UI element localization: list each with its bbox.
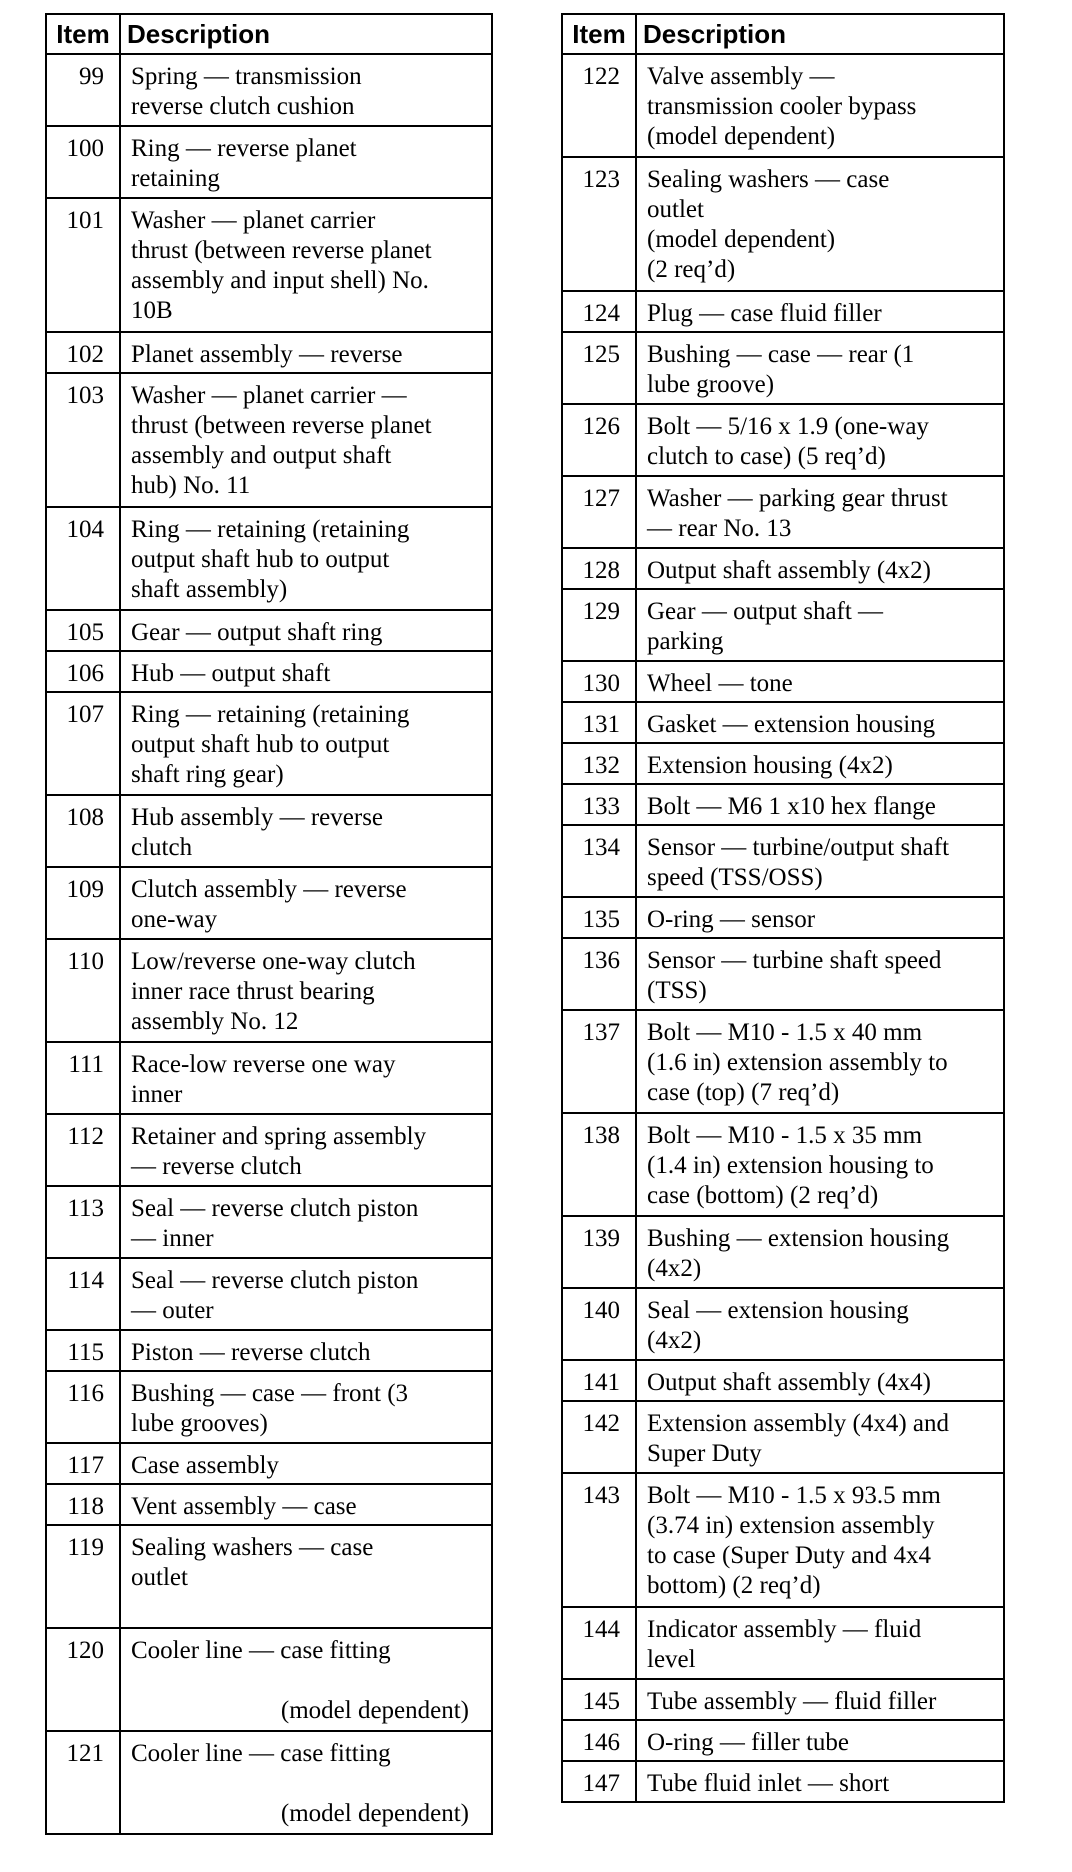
item-description xyxy=(120,126,492,198)
item-description xyxy=(120,795,492,867)
table-row xyxy=(562,1679,1004,1720)
table-row xyxy=(46,1371,492,1443)
item-number: 115 xyxy=(46,1330,120,1371)
table-row xyxy=(46,1330,492,1371)
item-number: 119 xyxy=(46,1525,120,1628)
table-row xyxy=(562,1761,1004,1802)
item-description xyxy=(636,784,1004,825)
table-row xyxy=(562,1360,1004,1401)
table-row xyxy=(46,126,492,198)
item-description xyxy=(636,825,1004,897)
item-description xyxy=(120,1525,492,1628)
item-description xyxy=(120,1371,492,1443)
table-row xyxy=(562,1113,1004,1216)
table-row xyxy=(46,1731,492,1834)
description-text: Hub — output shaft xyxy=(131,660,331,687)
description-text: Piston — reverse clutch xyxy=(131,1339,371,1366)
description-text: Sealing washers — case outlet xyxy=(131,1534,374,1591)
table-row xyxy=(46,795,492,867)
column-header-item: Item xyxy=(562,14,636,54)
description-text: Cooler line — case fitting xyxy=(131,1740,391,1767)
description-text: Plug — case fluid filler xyxy=(647,300,882,327)
description-text: Wheel — tone xyxy=(647,670,793,697)
item-description xyxy=(120,651,492,692)
description-text: Washer — parking gear thrust — rear No. 13 xyxy=(647,485,948,542)
item-description xyxy=(120,1042,492,1114)
description-text: Clutch assembly — reverse one-way xyxy=(131,876,407,933)
item-number: 133 xyxy=(562,784,636,825)
table-row xyxy=(46,867,492,939)
table-row xyxy=(46,507,492,610)
item-number: 128 xyxy=(562,548,636,589)
table-row xyxy=(562,938,1004,1010)
item-description xyxy=(636,1113,1004,1216)
item-description xyxy=(120,373,492,507)
table-row xyxy=(46,1628,492,1731)
description-text: Indicator assembly — fluid level xyxy=(647,1616,922,1673)
table-row xyxy=(562,332,1004,404)
description-text: Ring — retaining (retaining output shaft hub to output shaft ring gear) xyxy=(131,701,410,788)
table-row xyxy=(562,1401,1004,1473)
description-text: Vent assembly — case xyxy=(131,1493,357,1520)
item-description xyxy=(120,939,492,1042)
item-description xyxy=(120,1330,492,1371)
item-number: 144 xyxy=(562,1607,636,1679)
table-row xyxy=(46,1443,492,1484)
description-text: Bushing — case — rear (1 lube groove) xyxy=(647,341,915,398)
description-text: Gasket — extension housing xyxy=(647,711,936,738)
item-description xyxy=(636,897,1004,938)
item-number: 145 xyxy=(562,1679,636,1720)
description-note: (model dependent) xyxy=(280,1800,469,1827)
table-row xyxy=(562,291,1004,332)
table-row xyxy=(562,784,1004,825)
item-number: 136 xyxy=(562,938,636,1010)
description-text: Bushing — extension housing (4x2) xyxy=(647,1225,950,1282)
item-number: 131 xyxy=(562,702,636,743)
item-number: 105 xyxy=(46,610,120,651)
item-description xyxy=(120,1628,492,1731)
item-number: 99 xyxy=(46,54,120,126)
table-row xyxy=(562,1288,1004,1360)
item-number: 108 xyxy=(46,795,120,867)
description-text: Seal — reverse clutch piston — inner xyxy=(131,1195,419,1252)
parts-table-right xyxy=(561,13,1005,1803)
table-row xyxy=(46,1114,492,1186)
item-description xyxy=(636,1401,1004,1473)
table-row xyxy=(562,476,1004,548)
item-number: 146 xyxy=(562,1720,636,1761)
description-note: (model dependent) xyxy=(280,1697,469,1724)
item-description xyxy=(120,692,492,795)
description-text: Extension assembly (4x4) and Super Duty xyxy=(647,1410,950,1467)
description-text: Tube assembly — fluid filler xyxy=(647,1688,937,1715)
item-description xyxy=(120,1258,492,1330)
item-number: 117 xyxy=(46,1443,120,1484)
item-number: 142 xyxy=(562,1401,636,1473)
item-description xyxy=(636,1607,1004,1679)
item-description xyxy=(120,507,492,610)
item-description xyxy=(636,1288,1004,1360)
description-text: Bolt — M10 - 1.5 x 35 mm (1.4 in) extension housing to case (bottom) (2 req’d) xyxy=(647,1122,934,1209)
table-header-row xyxy=(562,14,1004,54)
item-description xyxy=(636,291,1004,332)
item-description xyxy=(120,54,492,126)
item-description xyxy=(636,157,1004,291)
item-description xyxy=(636,1761,1004,1802)
description-text: Bolt — M10 - 1.5 x 40 mm (1.6 in) extension assembly to case (top) (7 req’d) xyxy=(647,1019,948,1106)
description-text: Bolt — M6 1 x10 hex flange xyxy=(647,793,936,820)
item-number: 129 xyxy=(562,589,636,661)
item-description xyxy=(636,589,1004,661)
item-number: 123 xyxy=(562,157,636,291)
table-row xyxy=(562,1720,1004,1761)
table-row xyxy=(562,589,1004,661)
item-number: 135 xyxy=(562,897,636,938)
description-text: Low/reverse one-way clutch inner race thrust bearing assembly No. 12 xyxy=(131,948,416,1035)
table-row xyxy=(46,692,492,795)
item-number: 147 xyxy=(562,1761,636,1802)
item-description xyxy=(120,1484,492,1525)
item-description xyxy=(636,938,1004,1010)
item-description xyxy=(120,332,492,373)
description-text: Hub assembly — reverse clutch xyxy=(131,804,384,861)
item-description xyxy=(636,743,1004,784)
description-text: Sensor — turbine shaft speed (TSS) xyxy=(647,947,942,1004)
item-number: 112 xyxy=(46,1114,120,1186)
table-row xyxy=(562,897,1004,938)
item-description xyxy=(120,1186,492,1258)
item-description xyxy=(120,1114,492,1186)
item-number: 140 xyxy=(562,1288,636,1360)
table-row xyxy=(46,939,492,1042)
item-number: 120 xyxy=(46,1628,120,1731)
table-row xyxy=(46,1258,492,1330)
description-text: Washer — planet carrier thrust (between reverse planet assembly and input shell) No. 10B xyxy=(131,207,432,324)
table-row xyxy=(46,373,492,507)
item-description xyxy=(120,610,492,651)
table-row xyxy=(46,54,492,126)
description-text: Washer — planet carrier — thrust (between reverse planet assembly and output shaft hub) No. 11 xyxy=(131,382,432,499)
description-text: Tube fluid inlet — short xyxy=(647,1770,890,1797)
table-row xyxy=(46,1042,492,1114)
table-row xyxy=(562,1010,1004,1113)
item-description xyxy=(636,1679,1004,1720)
item-description xyxy=(636,404,1004,476)
table-row xyxy=(46,1186,492,1258)
table-body xyxy=(562,54,1004,1802)
item-description xyxy=(636,332,1004,404)
table-body xyxy=(46,54,492,1834)
item-description xyxy=(636,54,1004,157)
item-number: 122 xyxy=(562,54,636,157)
column-header-description: Description xyxy=(636,14,1004,54)
table-row xyxy=(562,743,1004,784)
table-row xyxy=(562,702,1004,743)
table-row xyxy=(562,548,1004,589)
description-text: Output shaft assembly (4x4) xyxy=(647,1369,931,1396)
item-number: 107 xyxy=(46,692,120,795)
item-number: 106 xyxy=(46,651,120,692)
table-row xyxy=(46,332,492,373)
description-text: Extension housing (4x2) xyxy=(647,752,893,779)
description-text: Sensor — turbine/output shaft speed (TSS/OSS) xyxy=(647,834,950,891)
item-number: 139 xyxy=(562,1216,636,1288)
item-description xyxy=(120,1443,492,1484)
description-text: Gear — output shaft ring xyxy=(131,619,383,646)
item-description xyxy=(120,1731,492,1834)
item-description xyxy=(636,1360,1004,1401)
item-number: 104 xyxy=(46,507,120,610)
item-number: 138 xyxy=(562,1113,636,1216)
item-number: 110 xyxy=(46,939,120,1042)
table-row xyxy=(46,651,492,692)
item-number: 126 xyxy=(562,404,636,476)
item-number: 103 xyxy=(46,373,120,507)
table-row xyxy=(562,157,1004,291)
description-text: Seal — reverse clutch piston — outer xyxy=(131,1267,419,1324)
description-text: Ring — retaining (retaining output shaft hub to output shaft assembly) xyxy=(131,516,410,603)
item-number: 125 xyxy=(562,332,636,404)
item-number: 111 xyxy=(46,1042,120,1114)
parts-table-left xyxy=(45,13,493,1835)
table-header-row xyxy=(46,14,492,54)
item-description xyxy=(120,198,492,332)
description-text: O-ring — filler tube xyxy=(647,1729,850,1756)
item-description xyxy=(636,1010,1004,1113)
item-number: 114 xyxy=(46,1258,120,1330)
description-text: Output shaft assembly (4x2) xyxy=(647,557,931,584)
item-number: 100 xyxy=(46,126,120,198)
item-number: 124 xyxy=(562,291,636,332)
table-row xyxy=(562,661,1004,702)
table-row xyxy=(562,1607,1004,1679)
table-row xyxy=(562,1473,1004,1607)
item-number: 109 xyxy=(46,867,120,939)
item-number: 130 xyxy=(562,661,636,702)
description-text: Retainer and spring assembly — reverse clutch xyxy=(131,1123,427,1180)
description-text: Seal — extension housing (4x2) xyxy=(647,1297,909,1354)
description-text: Gear — output shaft — parking xyxy=(647,598,884,655)
item-number: 137 xyxy=(562,1010,636,1113)
item-description xyxy=(636,702,1004,743)
table-row xyxy=(562,54,1004,157)
table-row xyxy=(562,1216,1004,1288)
description-text: Spring — transmission reverse clutch cushion xyxy=(131,63,362,120)
item-description xyxy=(636,548,1004,589)
item-number: 113 xyxy=(46,1186,120,1258)
item-number: 141 xyxy=(562,1360,636,1401)
table-row xyxy=(46,198,492,332)
description-text: Cooler line — case fitting xyxy=(131,1637,391,1664)
description-text: Planet assembly — reverse xyxy=(131,341,403,368)
description-text: Race-low reverse one way inner xyxy=(131,1051,396,1108)
item-description xyxy=(120,867,492,939)
item-description xyxy=(636,661,1004,702)
column-header-description: Description xyxy=(120,14,492,54)
item-number: 143 xyxy=(562,1473,636,1607)
item-description xyxy=(636,1720,1004,1761)
item-description xyxy=(636,1473,1004,1607)
item-number: 121 xyxy=(46,1731,120,1834)
table-row xyxy=(46,1484,492,1525)
table-row xyxy=(46,1525,492,1628)
description-text: Valve assembly — transmission cooler bypass (model dependent) xyxy=(647,63,917,150)
description-text: Bushing — case — front (3 lube grooves) xyxy=(131,1380,409,1437)
item-number: 127 xyxy=(562,476,636,548)
item-number: 116 xyxy=(46,1371,120,1443)
table-row xyxy=(562,404,1004,476)
description-text: Sealing washers — case outlet (model dependent) (2 req’d) xyxy=(647,166,890,283)
item-number: 101 xyxy=(46,198,120,332)
description-text: Bolt — 5/16 x 1.9 (one-way clutch to case) (5 req’d) xyxy=(647,413,929,470)
item-description xyxy=(636,1216,1004,1288)
table-row xyxy=(46,610,492,651)
item-number: 134 xyxy=(562,825,636,897)
item-description xyxy=(636,476,1004,548)
description-text: Ring — reverse planet retaining xyxy=(131,135,357,192)
item-number: 118 xyxy=(46,1484,120,1525)
item-number: 132 xyxy=(562,743,636,784)
description-text: Case assembly xyxy=(131,1452,279,1479)
table-row xyxy=(562,825,1004,897)
column-header-item: Item xyxy=(46,14,120,54)
description-text: Bolt — M10 - 1.5 x 93.5 mm (3.74 in) extension assembly to case (Super Duty and 4x4 bottom) (2 req’d) xyxy=(647,1482,941,1599)
description-text: O-ring — sensor xyxy=(647,906,816,933)
item-number: 102 xyxy=(46,332,120,373)
